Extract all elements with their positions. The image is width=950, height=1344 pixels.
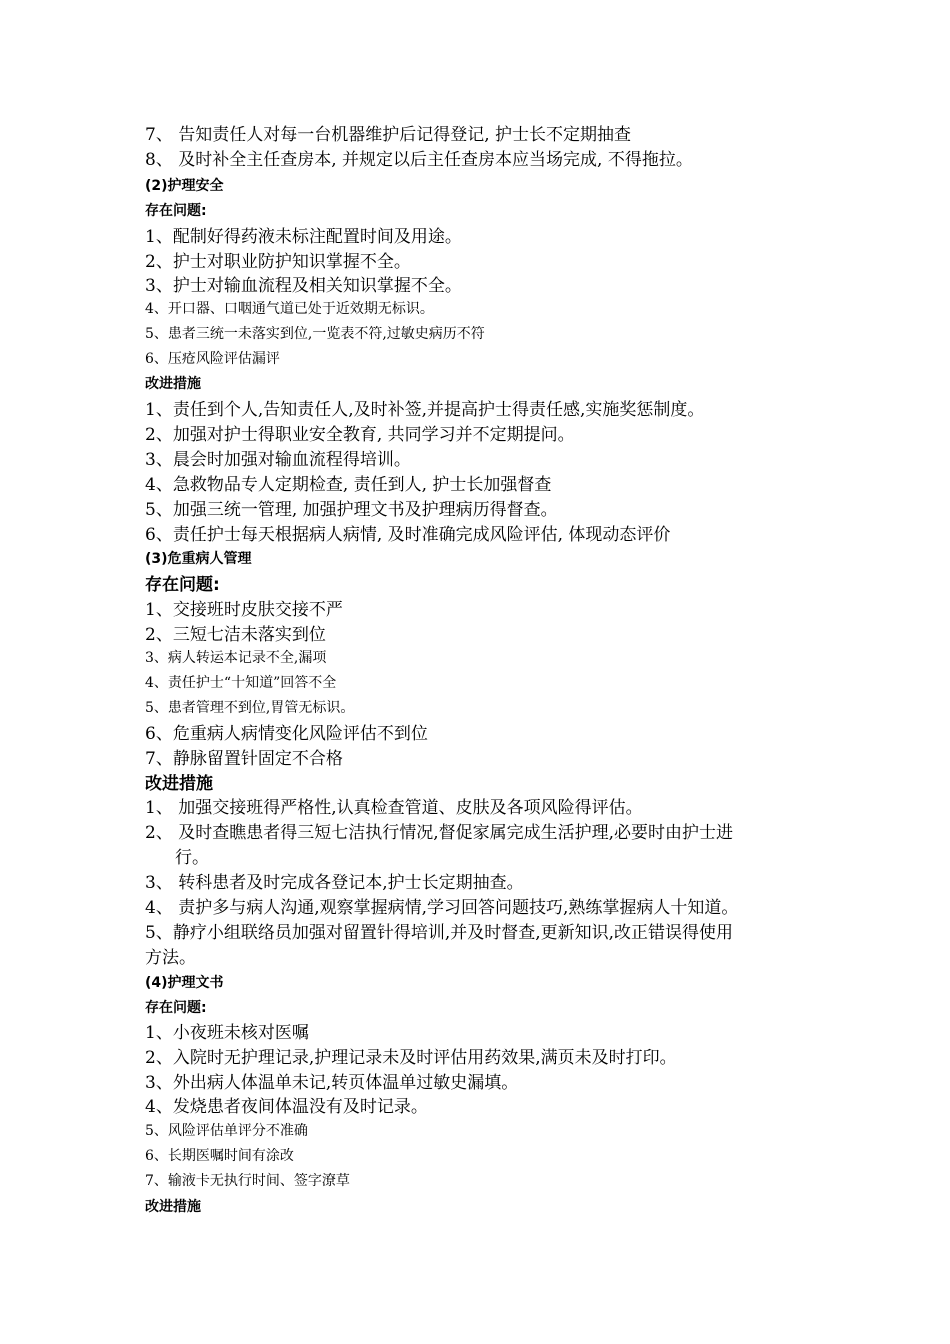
text-line: 1、 加强交接班得严格性,认真检查管道、皮肤及各项风险得评估。	[145, 798, 643, 818]
text-line: 3、外出病人体温单未记,转页体温单过敏史漏填。	[145, 1073, 519, 1093]
text-line: 1、配制好得药液未标注配置时间及用途。	[145, 227, 462, 247]
text-line: 3、晨会时加强对输血流程得培训。	[145, 450, 411, 470]
section-heading: (3)危重病人管理	[145, 551, 252, 567]
text-line: 4、急救物品专人定期检查, 责任到人, 护士长加强督查	[145, 475, 552, 495]
text-line: 2、护士对职业防护知识掌握不全。	[145, 252, 411, 272]
section-heading: 存在问题:	[145, 575, 220, 595]
section-heading: 存在问题:	[145, 1000, 207, 1016]
text-line: 4、责任护士“十知道”回答不全	[145, 675, 337, 691]
text-line: 2、三短七洁未落实到位	[145, 625, 326, 645]
section-heading: 改进措施	[145, 1199, 201, 1215]
section-heading: (4)护理文书	[145, 975, 224, 991]
text-line: 8、 及时补全主任查房本, 并规定以后主任查房本应当场完成, 不得拖拉。	[145, 150, 693, 170]
text-line: 5、患者管理不到位,胃管无标识。	[145, 700, 355, 716]
text-line: 3、 转科患者及时完成各登记本,护士长定期抽查。	[145, 873, 524, 893]
section-heading: 存在问题:	[145, 203, 207, 219]
text-line: 6、长期医嘱时间有涂改	[145, 1148, 294, 1164]
text-line: 2、 及时查瞧患者得三短七洁执行情况,督促家属完成生活护理,必要时由护士进	[145, 823, 734, 843]
text-line: 3、护士对输血流程及相关知识掌握不全。	[145, 276, 462, 296]
text-line: 5、风险评估单评分不准确	[145, 1123, 308, 1139]
text-line: 7、 告知责任人对每一台机器维护后记得登记, 护士长不定期抽查	[145, 125, 632, 145]
section-heading: (2)护理安全	[145, 178, 224, 194]
text-line: 5、静疗小组联络员加强对留置针得培训,并及时督查,更新知识,改正错误得使用	[145, 923, 734, 943]
text-line: 4、开口器、口咽通气道已处于近效期无标识。	[145, 301, 434, 317]
text-line: 行。	[175, 848, 209, 868]
text-line: 方法。	[145, 948, 196, 968]
text-line: 5、加强三统一管理, 加强护理文书及护理病历得督查。	[145, 500, 558, 520]
text-line: 7、静脉留置针固定不合格	[145, 749, 343, 769]
text-line: 1、责任到个人,告知责任人,及时补签,并提高护士得责任感,实施奖惩制度。	[145, 400, 705, 420]
text-line: 5、患者三统一未落实到位,一览表不符,过敏史病历不符	[145, 326, 485, 342]
section-heading: 改进措施	[145, 376, 201, 392]
text-line: 4、 责护多与病人沟通,观察掌握病情,学习回答问题技巧,熟练掌握病人十知道。	[145, 898, 739, 918]
section-heading: 改进措施	[145, 774, 213, 794]
text-line: 6、责任护士每天根据病人病情, 及时准确完成风险评估, 体现动态评价	[145, 525, 671, 545]
text-line: 6、危重病人病情变化风险评估不到位	[145, 724, 428, 744]
text-line: 4、发烧患者夜间体温没有及时记录。	[145, 1097, 428, 1117]
text-line: 1、交接班时皮肤交接不严	[145, 600, 343, 620]
text-line: 7、输液卡无执行时间、签字潦草	[145, 1173, 350, 1189]
text-line: 1、小夜班未核对医嘱	[145, 1023, 309, 1043]
text-line: 2、入院时无护理记录,护理记录未及时评估用药效果,满页未及时打印。	[145, 1048, 677, 1068]
text-line: 2、加强对护士得职业安全教育, 共同学习并不定期提问。	[145, 425, 575, 445]
text-line: 3、病人转运本记录不全,漏项	[145, 650, 327, 666]
text-line: 6、压疮风险评估漏评	[145, 351, 280, 367]
